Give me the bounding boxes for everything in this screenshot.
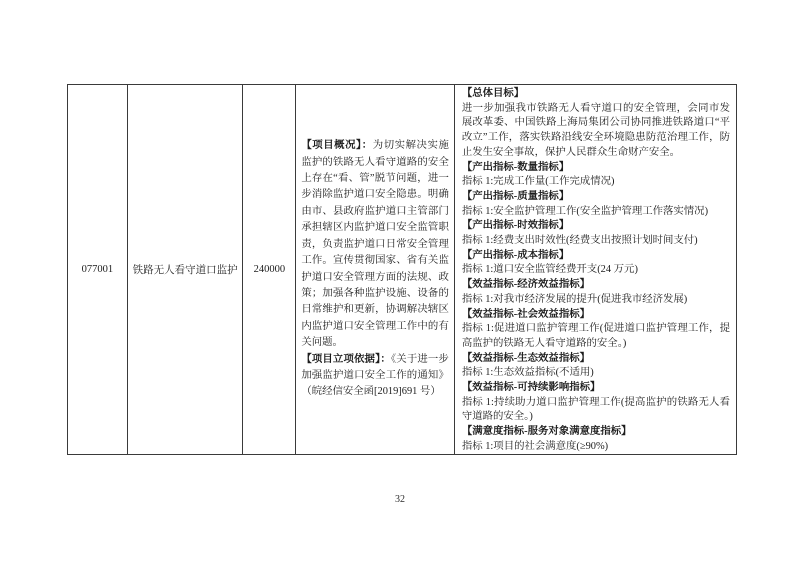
target-body: 进一步加强我市铁路无人看守道口的安全管理，会同市发展改革委、中国铁路上海局集团公司协同推进铁路道口“平改立”工作，落实铁路沿线安全环境隐患防范治理工作，防止发生安全事故，保护人民群众生命财产安全。 [461, 102, 730, 158]
performance-target-table [67, 84, 737, 455]
target-body: 指标 1:对我市经济发展的提升(促进我市经济发展) [461, 293, 688, 305]
target-item [462, 161, 730, 190]
overview-paragraph [301, 138, 449, 351]
project-code-cell [68, 85, 128, 454]
target-item [462, 249, 730, 278]
amount-cell [243, 85, 296, 454]
target-item [462, 308, 730, 352]
target-header: 【效益指标-生态效益指标】 [461, 352, 590, 364]
target-body: 指标 1:促进道口监护管理工作(促进道口监护管理工作，提高监护的铁路无人看守道路的安全。) [461, 323, 730, 349]
project-name-cell [128, 85, 244, 454]
overview-label: 【项目立项依据】： [301, 353, 391, 365]
target-header: 【效益指标-经济效益指标】 [461, 279, 590, 291]
target-item [462, 190, 730, 219]
overview-cell [296, 85, 455, 454]
target-header: 【满意度指标-服务对象满意度指标】 [461, 426, 632, 438]
target-item [462, 278, 730, 307]
page-number: 32 [395, 494, 405, 505]
target-header: 【总体目标】 [461, 88, 525, 99]
target-header: 【效益指标-社会效益指标】 [461, 308, 590, 320]
amount-value: 240000 [253, 264, 286, 275]
target-item [462, 381, 730, 425]
target-body: 指标 1:完成工作量(工作完成情况) [461, 176, 615, 188]
target-body: 指标 1:项目的社会满意度(≥90%) [461, 440, 609, 452]
target-body: 指标 1:持续助力道口监护管理工作(提高监护的铁路无人看守道路的安全。) [461, 396, 730, 423]
target-body: 指标 1:生态效益指标(不适用) [461, 367, 594, 379]
target-body: 指标 1:道口安全监管经费开支(24 万元) [461, 264, 638, 276]
overview-paragraph [301, 352, 449, 401]
project-name: 铁路无人看守道口监护 [132, 265, 238, 276]
target-header: 【效益指标-可持续影响指标】 [461, 382, 601, 394]
overview-text: 为切实解决实施监护的铁路无人看守道路的安全上存在“看、管”脱节问题，进一步消除监护道口安全隐患。明确由市、县政府监护道口主管部门承担辖区内监护道口安全监管职责，负责监护道口日常安全管理工作。宣传贯彻国家、省有关监护道口安全管理方面的法规、政策；加强各种监护设施、设备的日常维护和更新，协调解决辖区内监护道口安全管理工作中的有关问题。 [301, 140, 449, 349]
overview-label: 【项目概况】： [301, 140, 373, 152]
target-item [462, 219, 730, 248]
project-code: 077001 [81, 264, 114, 275]
target-item [462, 425, 730, 454]
target-item [462, 87, 730, 161]
overview-text: 《关于进一步加强监护道口安全工作的通知》（皖经信安全函[2019]691 号） [301, 353, 449, 398]
target-header: 【产出指标-质量指标】 [461, 190, 570, 202]
target-header: 【产出指标-数量指标】 [461, 161, 570, 173]
target-body: 指标 1:安全监护管理工作(安全监护管理工作落实情况) [461, 205, 709, 217]
target-item [462, 352, 730, 381]
target-body: 指标 1:经费支出时效性(经费支出按照计划时间支付) [461, 235, 698, 247]
targets-cell [455, 85, 736, 454]
target-header: 【产出指标-时效指标】 [461, 220, 570, 232]
target-header: 【产出指标-成本指标】 [461, 249, 570, 261]
